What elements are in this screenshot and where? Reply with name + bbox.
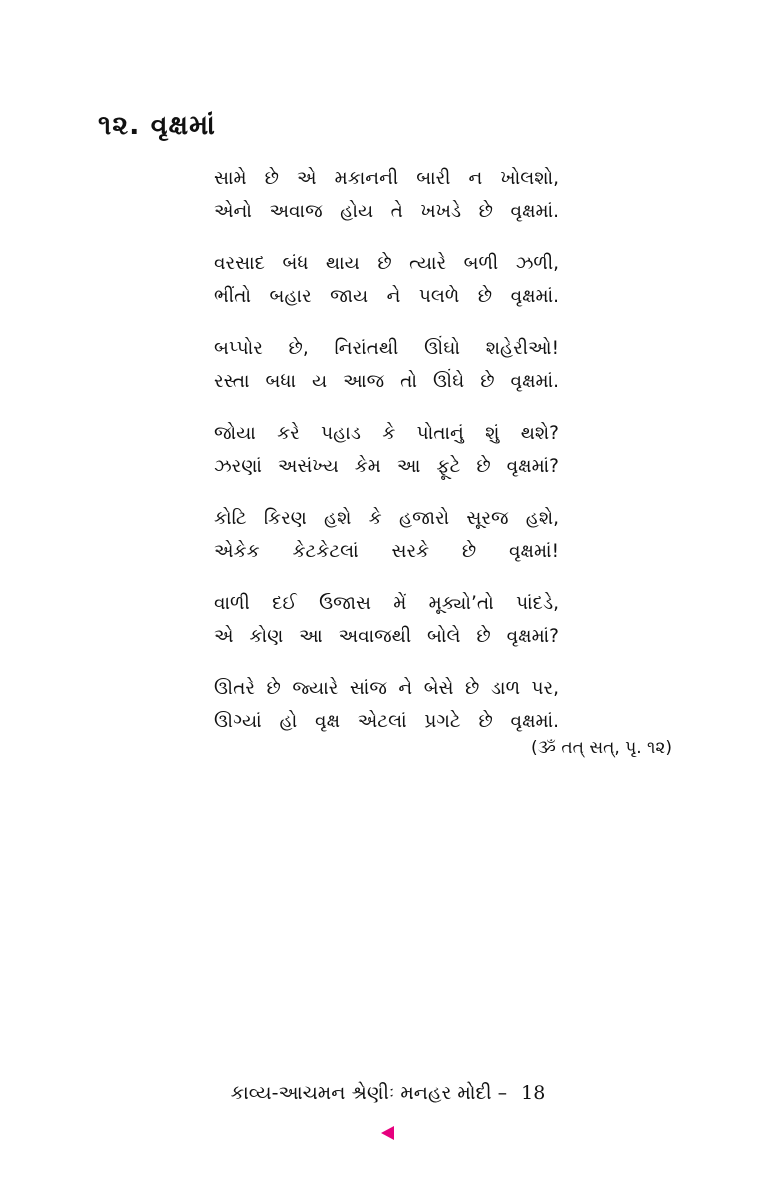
page-number: 18 xyxy=(521,1082,546,1104)
source-citation: (ૐ તત્ સત્, પૃ. ૧૨) xyxy=(531,738,672,758)
poem-line: એ કોણ આ અવાજથી બોલે છે વૃક્ષમાં? xyxy=(214,626,559,647)
poem-line: વરસાદ બંધ થાય છે ત્યારે બળી ઝળી, xyxy=(214,253,559,274)
poem-line: ઊતરે છે જ્યારે સાંજ ને બેસે છે ડાળ પર, xyxy=(214,678,559,699)
poem-body xyxy=(214,162,559,757)
poem-line: રસ્તા બધા ય આજ તો ઊંઘે છે વૃક્ષમાં. xyxy=(214,371,559,392)
poem-line: સામે છે એ મકાનની બારી ન ખોલશો, xyxy=(214,168,559,189)
poem-line: એકેક કેટકેટલાં સરકે છે વૃક્ષમાં! xyxy=(214,541,559,562)
triangle-left-icon[interactable] xyxy=(381,1126,394,1140)
poem-line: કોટિ કિરણ હશે કે હજારો સૂરજ હશે, xyxy=(214,508,559,529)
stanza xyxy=(214,332,559,398)
stanza xyxy=(214,502,559,568)
page-footer xyxy=(0,1082,776,1104)
stanza xyxy=(214,587,559,653)
stanza xyxy=(214,247,559,313)
stanza xyxy=(214,417,559,483)
poem-line: જોયા કરે પહાડ કે પોતાનું શું થશે? xyxy=(214,423,559,444)
poem-line: એનો અવાજ હોય તે ખખડે છે વૃક્ષમાં. xyxy=(214,201,559,222)
poem-line: બપ્પોર છે, નિરાંતથી ઊંઘો શહેરીઓ! xyxy=(214,338,559,359)
poem-line: ઊગ્યાં હો વૃક્ષ એટલાં પ્રગટે છે વૃક્ષમાં. xyxy=(214,711,559,732)
stanza xyxy=(214,162,559,228)
poem-line: વાળી દઈ ઉજાસ મેં મૂક્યો’તો પાંદડે, xyxy=(214,593,559,614)
footer-separator: – xyxy=(497,1082,508,1104)
poem-line: ભીંતો બહાર જાય ને પલળે છે વૃક્ષમાં. xyxy=(214,286,559,307)
poem-title: ૧૨. વૃક્ષમાં xyxy=(98,110,216,141)
series-title: કાવ્ય-આચમન શ્રેણીઃ મનહર મોદી xyxy=(230,1082,492,1104)
stanza xyxy=(214,672,559,738)
poem-line: ઝરણાં અસંખ્ય કેમ આ ફૂટે છે વૃક્ષમાં? xyxy=(214,456,559,477)
